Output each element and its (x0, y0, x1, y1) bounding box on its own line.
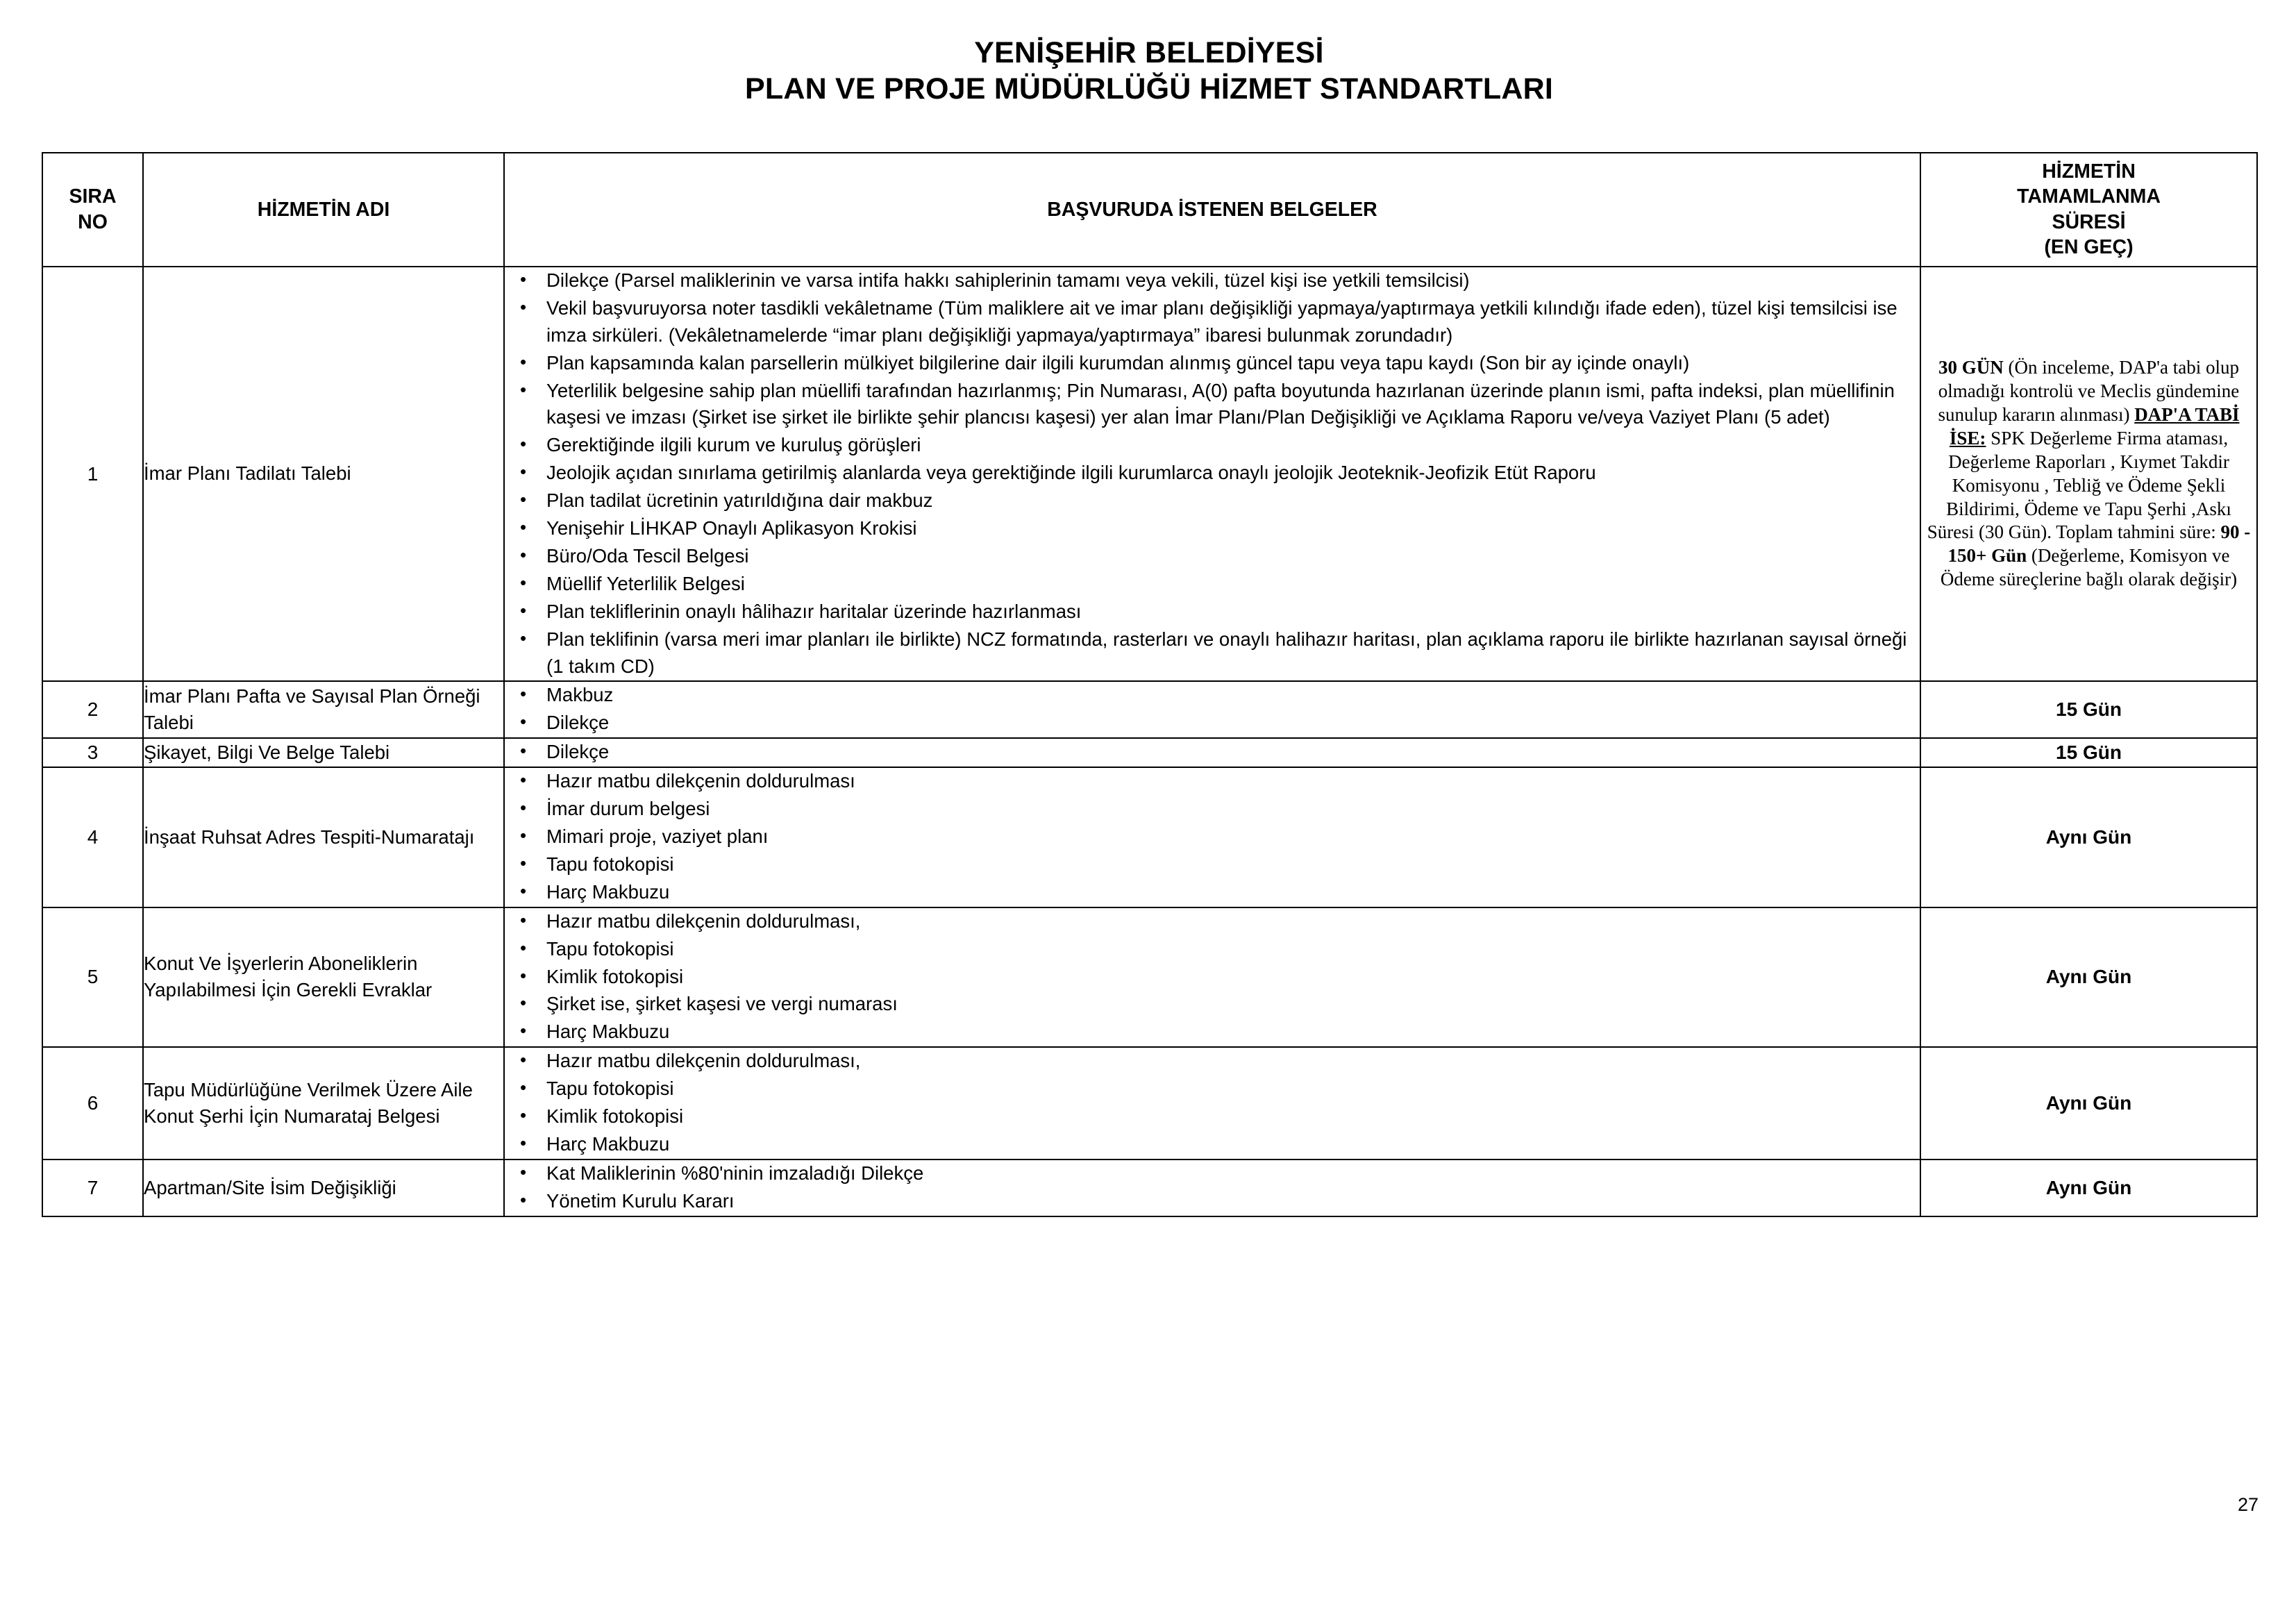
document-item: • Yeterlilik belgesine sahip plan müellifi tarafından hazırlanmış; Pin Numarası, A(0) pafta boyutunda hazırlanan üzerinde planın ismi, pafta indeksi, plan müellifinin kaşesi ve imzası (Şirket ise şirket ile birlikte şehir plancısı kaşesi) yer alan İmar Planı/Plan Değişikliği ve Açıklama Raporu ve/veya Vaziyet Planı (5 adet) (505, 378, 1920, 432)
document-item: • Yönetim Kurulu Kararı (505, 1188, 1920, 1215)
table-row (42, 681, 2257, 738)
column-header-sira-no (42, 153, 143, 267)
table-row (42, 1160, 2257, 1216)
completion-time-segment: (Ön inceleme, DAP'a tabi olup olmadığı kontrolü ve Meclis gündemine sunulup kararın alınması) (1938, 357, 2240, 426)
table-row (42, 1047, 2257, 1160)
row-number: 6 (42, 1047, 143, 1160)
document-item: • Harç Makbuzu (505, 1131, 1920, 1158)
document-item: • Kimlik fotokopisi (505, 964, 1920, 991)
column-header-sure (1920, 153, 2257, 267)
column-header-hizmetin-adi: HİZMETİN ADI (143, 153, 504, 267)
completion-time-value: Aynı Gün (2045, 966, 2132, 988)
documents-list (505, 908, 1920, 1046)
document-item: • Harç Makbuzu (505, 1019, 1920, 1046)
table-row (42, 267, 2257, 682)
completion-time-value: Aynı Gün (2045, 826, 2132, 848)
row-number: 5 (42, 907, 143, 1048)
documents-list (505, 768, 1920, 906)
document-item: • Dilekçe (Parsel maliklerinin ve varsa intifa hakkı sahiplerinin tamamı veya vekili, tüzel kişi ise yetkili temsilcisi) (505, 267, 1920, 294)
required-documents (504, 767, 1920, 907)
table-row (42, 767, 2257, 907)
document-item: • Dilekçe (505, 710, 1920, 737)
sira-no-line-1: SIRA (69, 185, 117, 208)
table-header-row (42, 153, 2257, 267)
document-item: • Hazır matbu dilekçenin doldurulması, (505, 908, 1920, 935)
completion-time (1920, 738, 2257, 767)
completion-time (1920, 767, 2257, 907)
completion-time-segment: (Değerleme, Komisyon ve Ödeme süreçlerine bağlı olarak değişir) (1940, 545, 2238, 590)
required-documents (504, 681, 1920, 738)
sure-line-4: (EN GEÇ) (2044, 236, 2134, 259)
row-number: 3 (42, 738, 143, 767)
document-item: • Plan tadilat ücretinin yatırıldığına dair makbuz (505, 487, 1920, 514)
document-item: • Hazır matbu dilekçenin doldurulması (505, 768, 1920, 795)
documents-list (505, 682, 1920, 737)
document-item: • Plan teklifinin (varsa meri imar planları ile birlikte) NCZ formatında, rasterları ve onaylı halihazır haritası, plan açıklama raporu ile birlikte hazırlanan sayısal örneği (1 takım CD) (505, 626, 1920, 680)
sira-no-line-2: NO (78, 210, 108, 233)
document-item: • Tapu fotokopisi (505, 851, 1920, 878)
table-row (42, 738, 2257, 767)
document-item: • Kimlik fotokopisi (505, 1103, 1920, 1130)
completion-time (1920, 267, 2257, 682)
service-name: Apartman/Site İsim Değişikliği (143, 1160, 504, 1216)
title-line-1: YENİŞEHİR BELEDİYESİ (974, 36, 1324, 69)
document-item: • Jeolojik açıdan sınırlama getirilmiş alanlarda veya gerektiğinde ilgili kurumlarca onaylı jeolojik Jeoteknik-Jeofizik Etüt Raporu (505, 460, 1920, 487)
sure-line-1: HİZMETİN (2042, 160, 2136, 183)
document-item: • Plan kapsamında kalan parsellerin mülkiyet bilgilerine dair ilgili kurumdan alınmış güncel tapu veya tapu kaydı (Son bir ay içinde onaylı) (505, 350, 1920, 377)
page-title (42, 35, 2256, 108)
completion-time (1920, 681, 2257, 738)
required-documents (504, 1047, 1920, 1160)
service-standards-table (42, 152, 2258, 1217)
document-item: • Büro/Oda Tescil Belgesi (505, 543, 1920, 570)
completion-time (1920, 907, 2257, 1048)
completion-time-segment: 30 GÜN (1938, 357, 2004, 378)
row-number: 4 (42, 767, 143, 907)
completion-time-segment: DAP'A TABİ İSE: (1949, 404, 2240, 449)
document-item: • Plan tekliflerinin onaylı hâlihazır haritalar üzerinde hazırlanması (505, 598, 1920, 626)
completion-time (1920, 1047, 2257, 1160)
documents-list (505, 267, 1920, 680)
documents-list (505, 1048, 1920, 1158)
document-item: • Mimari proje, vaziyet planı (505, 823, 1920, 851)
service-name: İnşaat Ruhsat Adres Tespiti-Numaratajı (143, 767, 504, 907)
sure-line-2: TAMAMLANMA (2017, 185, 2161, 208)
service-name: Tapu Müdürlüğüne Verilmek Üzere Aile Konut Şerhi İçin Numarataj Belgesi (143, 1047, 504, 1160)
document-item: • Gerektiğinde ilgili kurum ve kuruluş görüşleri (505, 432, 1920, 459)
completion-time-segment: SPK Değerleme Firma ataması, Değerleme Raporları , Kıymet Takdir Komisyonu , Tebliğ ve Ödeme Şekli Bildirimi, Ödeme ve Tapu Şerhi ,Askı Süresi (30 Gün). Toplam tahmini süre: (1927, 427, 2231, 543)
service-name: Şikayet, Bilgi Ve Belge Talebi (143, 738, 504, 767)
document-item: • Dilekçe (505, 739, 1920, 766)
row-number: 2 (42, 681, 143, 738)
document-item: • İmar durum belgesi (505, 796, 1920, 823)
document-item: • Hazır matbu dilekçenin doldurulması, (505, 1048, 1920, 1075)
completion-time-value: 15 Gün (2056, 698, 2122, 721)
document-item: • Makbuz (505, 682, 1920, 709)
completion-time-value: Aynı Gün (2045, 1176, 2132, 1198)
sure-line-3: SÜRESİ (2052, 210, 2126, 233)
service-name: İmar Planı Pafta ve Sayısal Plan Örneği Talebi (143, 681, 504, 738)
row-number: 7 (42, 1160, 143, 1216)
service-name: Konut Ve İşyerlerin Aboneliklerin Yapılabilmesi İçin Gerekli Evraklar (143, 907, 504, 1048)
completion-time-detail (1921, 356, 2256, 592)
required-documents (504, 738, 1920, 767)
document-item: • Tapu fotokopisi (505, 1075, 1920, 1103)
document-item: • Yenişehir LİHKAP Onaylı Aplikasyon Krokisi (505, 515, 1920, 542)
completion-time (1920, 1160, 2257, 1216)
completion-time-value: 15 Gün (2056, 742, 2122, 764)
completion-time-segment: 90 - 150+ Gün (1947, 521, 2251, 567)
document-item: • Kat Maliklerinin %80'ninin imzaladığı Dilekçe (505, 1160, 1920, 1187)
documents-list (505, 739, 1920, 766)
required-documents (504, 267, 1920, 682)
document-item: • Şirket ise, şirket kaşesi ve vergi numarası (505, 991, 1920, 1018)
document-item: • Harç Makbuzu (505, 879, 1920, 906)
required-documents (504, 1160, 1920, 1216)
document-item: • Müellif Yeterlilik Belgesi (505, 571, 1920, 598)
page-number: 27 (2237, 1494, 2259, 1515)
document-item: • Tapu fotokopisi (505, 936, 1920, 963)
completion-time-value: Aynı Gün (2045, 1092, 2132, 1114)
document-item: • Vekil başvuruyorsa noter tasdikli vekâletname (Tüm maliklere ait ve imar planı değişikliği yapmaya/yaptırmaya yetkili kılındığı ifade eden), tüzel kişi temsilcisi ise imza sirküleri. (Vekâletnamelerde “imar planı değişikliği yapmaya/yaptırmaya” ibaresi bulunmak zorundadır) (505, 295, 1920, 349)
table-row (42, 907, 2257, 1048)
documents-list (505, 1160, 1920, 1215)
column-header-belgeler: BAŞVURUDA İSTENEN BELGELER (504, 153, 1920, 267)
title-line-2: PLAN VE PROJE MÜDÜRLÜĞÜ HİZMET STANDARTLARI (744, 72, 1553, 106)
service-name: İmar Planı Tadilatı Talebi (143, 267, 504, 682)
row-number: 1 (42, 267, 143, 682)
required-documents (504, 907, 1920, 1048)
